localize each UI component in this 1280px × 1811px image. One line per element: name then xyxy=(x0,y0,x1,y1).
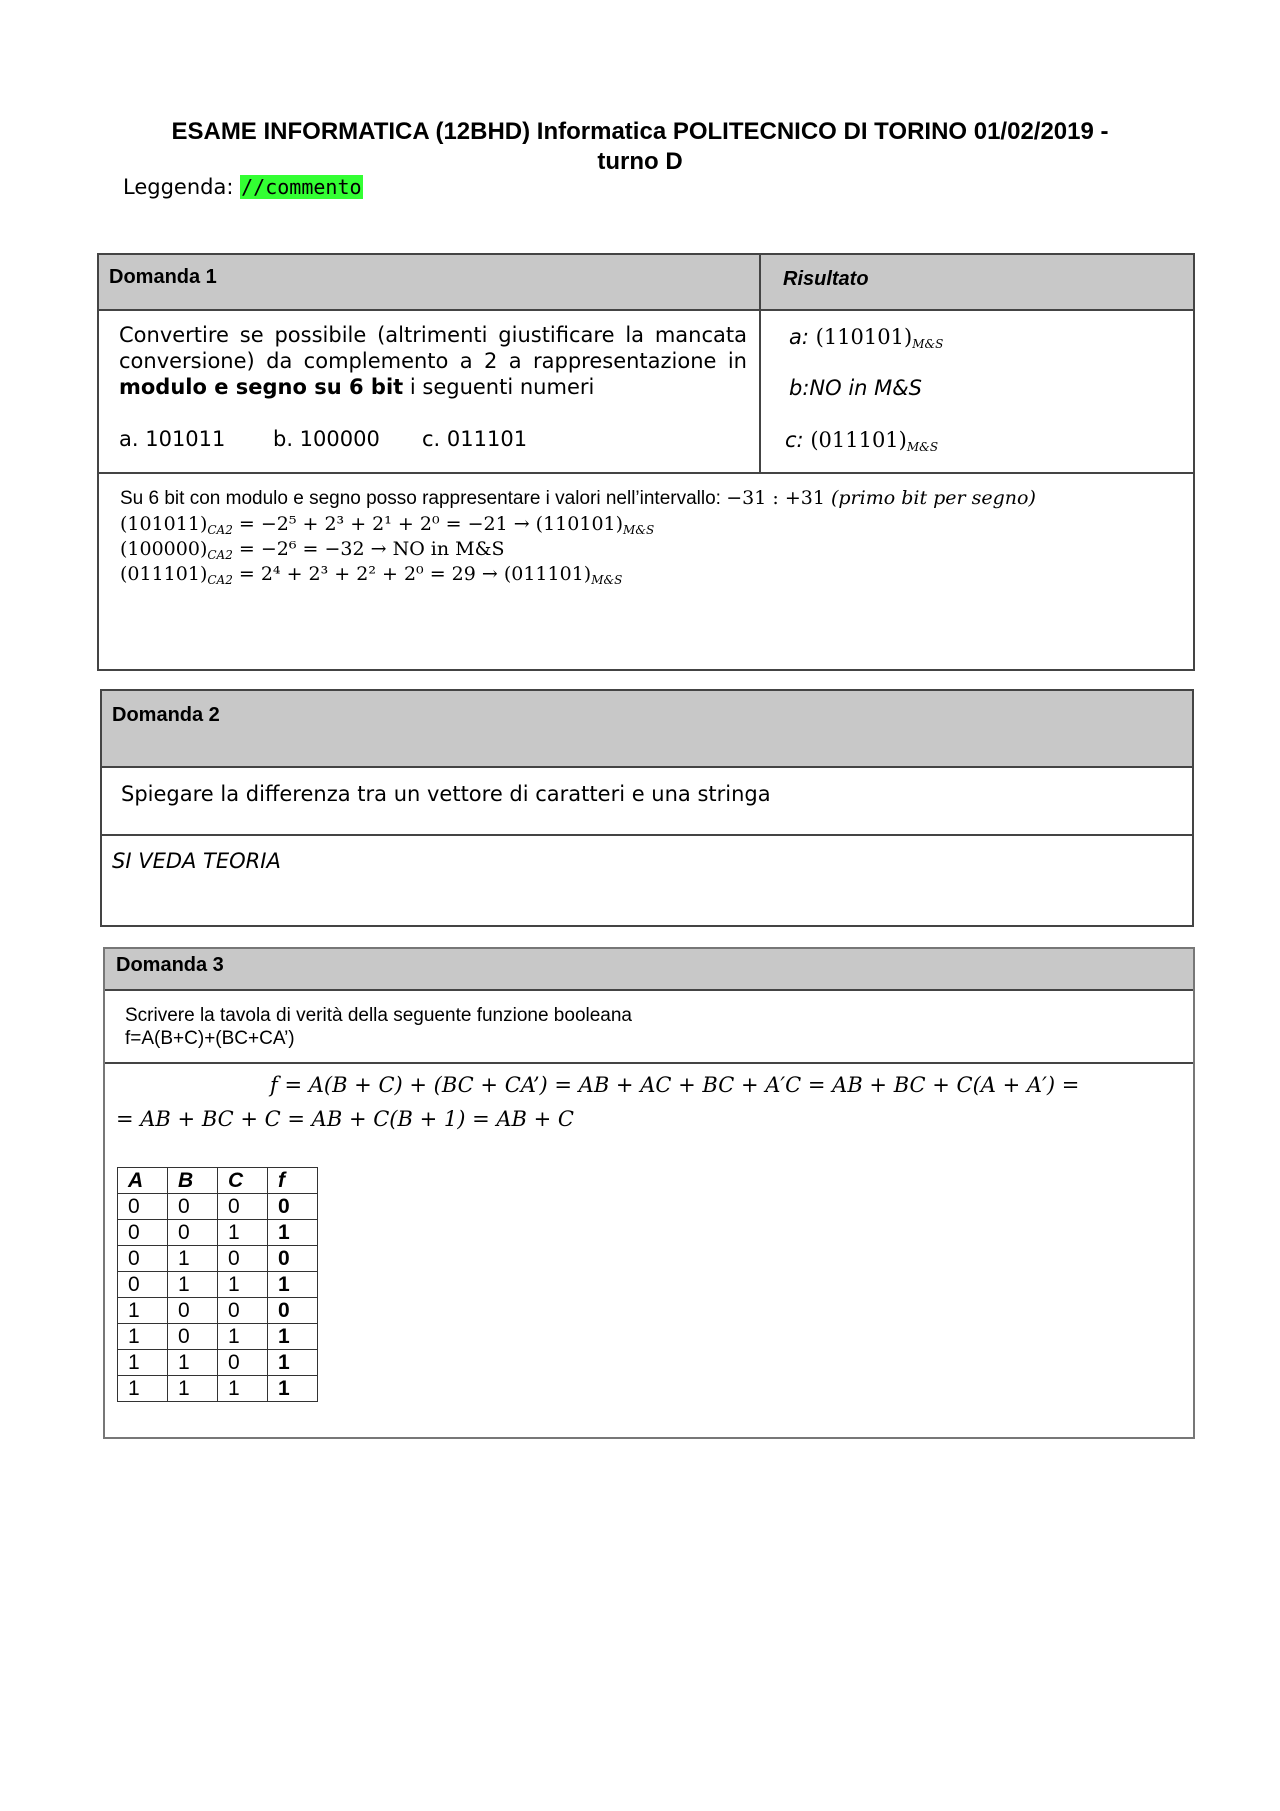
table-cell: 0 xyxy=(218,1350,268,1376)
table-cell: 0 xyxy=(218,1194,268,1220)
solution-note: (primo bit per segno) xyxy=(830,487,1036,509)
table-cell: 1 xyxy=(168,1272,218,1298)
table-cell: 1 xyxy=(168,1246,218,1272)
solution-line-3-expr: = 2⁴ + 2³ + 2² + 2⁰ = 29 → (011101) xyxy=(232,563,592,585)
table-row xyxy=(118,1246,318,1272)
result-b: b:NO in M&S xyxy=(789,376,922,400)
solution-line-1-num: (101011) xyxy=(120,513,208,535)
solution-line-1-sub: CA2 xyxy=(207,523,233,537)
table-cell: 1 xyxy=(118,1350,168,1376)
table-row xyxy=(118,1272,318,1298)
legend-label: Leggenda: xyxy=(123,175,234,199)
table-row xyxy=(118,1350,318,1376)
truth-table-header-a: A xyxy=(118,1168,168,1194)
result-a-sub: M&S xyxy=(912,337,944,351)
question-2-row-divider xyxy=(102,834,1192,836)
table-cell: 0 xyxy=(168,1194,218,1220)
solution-line-1-expr: = −2⁵ + 2³ + 2¹ + 2⁰ = −21 → (110101) xyxy=(232,513,624,535)
solution-line-3-num: (011101) xyxy=(120,563,208,585)
formula-line-1: f = A(B + C) + (BC + CA’) = AB + AC + BC + A′C = AB + BC + C(A + A′) = xyxy=(270,1073,1080,1097)
truth-table-header-f: f xyxy=(268,1168,318,1194)
table-cell: 1 xyxy=(118,1298,168,1324)
result-a-value: (110101) xyxy=(815,325,913,349)
question-1-text xyxy=(119,322,747,400)
table-cell: 0 xyxy=(118,1220,168,1246)
solution-line-1 xyxy=(120,512,654,537)
question-3-heading: Domanda 3 xyxy=(116,954,224,976)
question-3-header xyxy=(105,949,1193,991)
result-a-label: a: xyxy=(789,325,809,349)
table-cell: 0 xyxy=(168,1324,218,1350)
table-cell: 0 xyxy=(118,1246,168,1272)
table-cell: 1 xyxy=(168,1376,218,1402)
solution-range: −31 : +31 xyxy=(726,487,831,509)
solution-line-2 xyxy=(120,537,505,562)
table-cell: 1 xyxy=(218,1272,268,1298)
result-c-sub: M&S xyxy=(906,440,939,454)
truth-table-header-row xyxy=(118,1168,318,1194)
page-title: ESAME INFORMATICA (12BHD) Informatica POLITECNICO DI TORINO 01/02/2019 - xyxy=(171,118,1109,145)
table-cell: 0 xyxy=(218,1246,268,1272)
solution-intro-text: Su 6 bit con modulo e segno posso rappresentare i valori nell’intervallo: xyxy=(120,488,727,509)
table-row xyxy=(118,1376,318,1402)
question-3-text-line2: f=A(B+C)+(BC+CA’) xyxy=(125,1028,295,1049)
table-cell: 1 xyxy=(118,1324,168,1350)
table-cell: 0 xyxy=(218,1298,268,1324)
table-row xyxy=(118,1324,318,1350)
table-row xyxy=(118,1194,318,1220)
table-cell-f: 0 xyxy=(268,1298,318,1324)
solution-line-2-sub: CA2 xyxy=(207,548,233,562)
solution-line-2-expr: = −2⁶ = −32 → NO in M&S xyxy=(232,538,505,560)
table-cell: 0 xyxy=(168,1298,218,1324)
question-1-box xyxy=(97,253,1195,671)
solution-line-3-sub: CA2 xyxy=(207,573,233,587)
question-1-item-b: b. 100000 xyxy=(273,427,380,451)
table-cell: 0 xyxy=(168,1220,218,1246)
truth-table xyxy=(117,1167,318,1402)
question-1-item-a: a. 101011 xyxy=(119,427,226,451)
table-cell: 1 xyxy=(218,1376,268,1402)
table-cell-f: 1 xyxy=(268,1376,318,1402)
solution-intro xyxy=(120,487,1036,510)
table-cell: 1 xyxy=(218,1324,268,1350)
table-cell: 0 xyxy=(118,1272,168,1298)
question-1-text-bold: modulo e segno su 6 bit xyxy=(119,375,404,399)
solution-line-1-tail-sub: M&S xyxy=(623,523,655,537)
question-2-header xyxy=(102,691,1192,768)
question-2-text: Spiegare la differenza tra un vettore di caratteri e una stringa xyxy=(121,782,771,806)
result-c-value: (011101) xyxy=(810,428,907,452)
table-row xyxy=(118,1298,318,1324)
table-cell-f: 1 xyxy=(268,1220,318,1246)
table-cell-f: 1 xyxy=(268,1324,318,1350)
table-cell-f: 0 xyxy=(268,1246,318,1272)
solution-line-3 xyxy=(120,562,622,587)
table-row xyxy=(118,1220,318,1246)
table-cell: 1 xyxy=(118,1376,168,1402)
table-cell: 1 xyxy=(218,1220,268,1246)
truth-table-header-c: C xyxy=(218,1168,268,1194)
question-1-column-divider xyxy=(759,255,761,473)
table-cell: 1 xyxy=(168,1350,218,1376)
question-1-item-c: c. 011101 xyxy=(422,427,528,451)
question-3-text-line1: Scrivere la tavola di verità della seguente funzione booleana xyxy=(125,1005,632,1026)
page-title-line2: turno D xyxy=(597,148,683,175)
question-1-header xyxy=(99,255,1193,311)
formula-line-2: = AB + BC + C = AB + C(B + 1) = AB + C xyxy=(116,1107,574,1131)
question-1-text-part2: i seguenti numeri xyxy=(403,375,595,399)
table-cell: 0 xyxy=(118,1194,168,1220)
table-cell-f: 0 xyxy=(268,1194,318,1220)
question-2-heading: Domanda 2 xyxy=(112,704,220,726)
question-1-heading: Domanda 1 xyxy=(109,266,217,288)
result-a xyxy=(789,324,943,350)
table-cell-f: 1 xyxy=(268,1272,318,1298)
table-cell-f: 1 xyxy=(268,1350,318,1376)
question-1-row-divider xyxy=(99,472,1193,474)
legend-comment-highlight: //commento xyxy=(241,175,362,199)
solution-line-2-num: (100000) xyxy=(120,538,208,560)
legend xyxy=(123,175,363,199)
question-1-text-part1: Convertire se possibile (altrimenti giustificare la mancata conversione) da complemento a 2 a rappresentazione in xyxy=(119,323,747,373)
result-heading: Risultato xyxy=(783,268,869,290)
result-c xyxy=(785,427,938,453)
question-3-row-divider xyxy=(105,1062,1193,1064)
solution-line-3-tail-sub: M&S xyxy=(591,573,623,587)
truth-table-header-b: B xyxy=(168,1168,218,1194)
result-c-label: c: xyxy=(785,428,804,452)
question-2-answer: SI VEDA TEORIA xyxy=(112,849,281,873)
